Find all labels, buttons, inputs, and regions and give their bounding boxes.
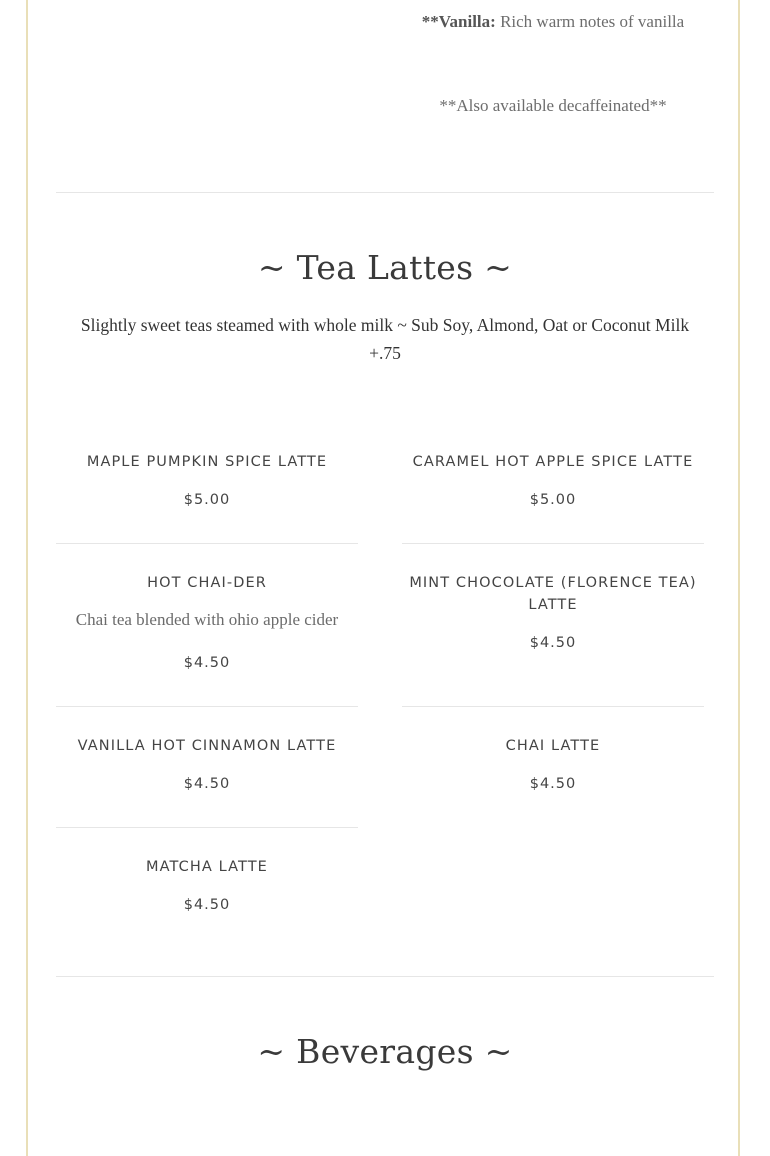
item-price-vanilla-hot-cinnamon-latte: $4.50 xyxy=(183,776,231,792)
item-divider xyxy=(56,706,358,707)
tea-lattes-description: Slightly sweet teas steamed with whole milk ~ Sub Soy, Almond, Oat or Coconut Milk +.75 xyxy=(80,315,690,363)
item-name-hot-chai-der: HOT CHAI-DER xyxy=(147,575,267,591)
item-divider xyxy=(402,543,704,544)
item-name-maple-pumpkin-spice-latte: MAPLE PUMPKIN SPICE LATTE xyxy=(86,454,328,470)
item-price-maple-pumpkin-spice-latte: $5.00 xyxy=(183,492,231,508)
item-divider xyxy=(402,706,704,707)
beverages-title: ~ Beverages ~ xyxy=(257,1032,513,1071)
item-price-mint-chocolate-latte: $4.50 xyxy=(529,635,577,651)
vanilla-note: **Vanilla: Rich warm notes of vanilla xyxy=(421,12,685,31)
item-price-caramel-hot-apple-spice-latte: $5.00 xyxy=(529,492,577,508)
item-name-caramel-hot-apple-spice-latte: CARAMEL HOT APPLE SPICE LATTE xyxy=(412,454,694,470)
item-divider xyxy=(56,827,358,828)
vanilla-description: Rich warm notes of vanilla xyxy=(495,12,685,31)
item-price-matcha-latte: $4.50 xyxy=(183,897,231,913)
item-price-chai-latte: $4.50 xyxy=(529,776,577,792)
item-price-hot-chai-der: $4.50 xyxy=(183,655,231,671)
item-name-vanilla-hot-cinnamon-latte: VANILLA HOT CINNAMON LATTE xyxy=(77,738,337,754)
decaf-note: **Also available decaffeinated** xyxy=(439,96,667,115)
section-divider xyxy=(56,192,714,193)
item-description-hot-chai-der: Chai tea blended with ohio apple cider xyxy=(75,610,339,629)
item-name-matcha-latte: MATCHA LATTE xyxy=(146,859,268,875)
item-divider xyxy=(56,543,358,544)
item-name-mint-chocolate-latte: MINT CHOCOLATE (FLORENCE TEA) LATTE xyxy=(409,575,697,613)
vanilla-label: Vanilla: xyxy=(438,12,496,31)
item-name-chai-latte: CHAI LATTE xyxy=(505,738,601,754)
tea-lattes-title: ~ Tea Lattes ~ xyxy=(257,248,513,287)
section-divider xyxy=(56,976,714,977)
